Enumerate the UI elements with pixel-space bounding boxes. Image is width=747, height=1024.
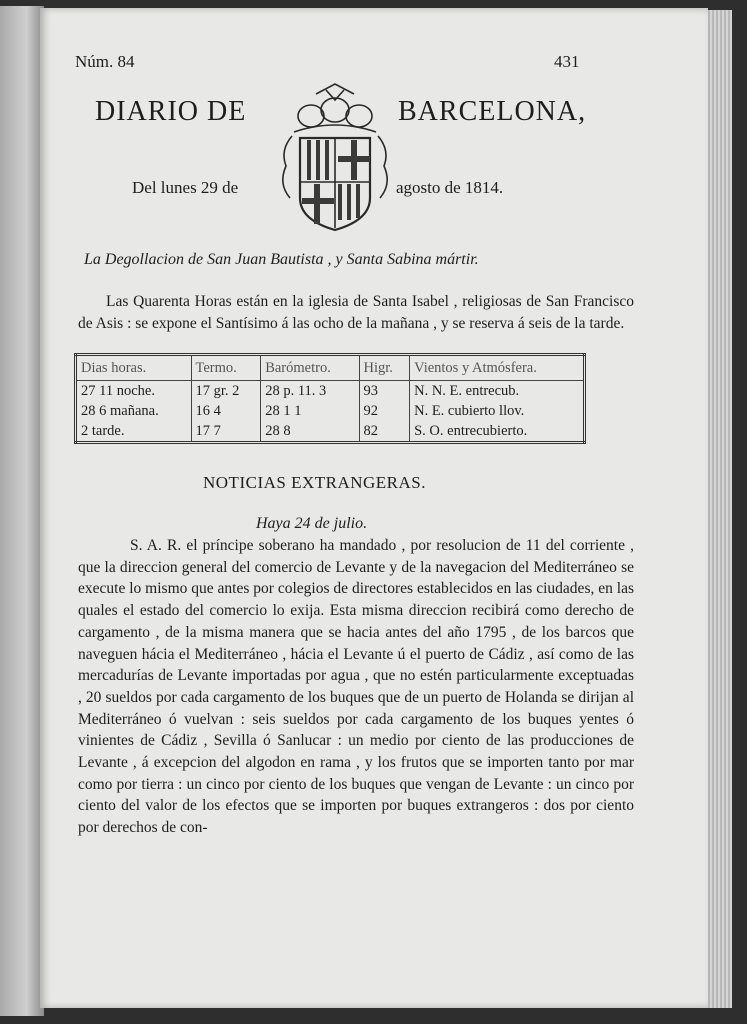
- masthead-title-right: BARCELONA,: [398, 96, 587, 127]
- cell-thermometer: 16 4: [191, 401, 261, 421]
- cell-thermometer: 17 gr. 2: [191, 381, 261, 402]
- cell-days-hours: 28 6 mañana.: [76, 401, 192, 421]
- table-row: [76, 421, 585, 443]
- barcelona-coat-of-arms-icon: [276, 80, 394, 240]
- masthead-title-left: DIARIO DE: [95, 96, 247, 127]
- header-winds: Vientos y Atmósfera.: [410, 355, 585, 381]
- header-barometer: Barómetro.: [261, 355, 359, 381]
- table-row: [76, 381, 585, 402]
- cell-days-hours: 27 11 noche.: [76, 381, 192, 402]
- header-hygrometer: Higr.: [359, 355, 410, 381]
- header-thermometer: Termo.: [191, 355, 261, 381]
- date-line-right: agosto de 1814.: [396, 178, 504, 197]
- forty-hours-notice: Las Quarenta Horas están en la iglesia de Santa Isabel , religiosas de San Francisco de Asis : se expone el Santísimo á las ocho de la mañana , y se reserva á seis de la tarde.: [78, 293, 634, 332]
- date-line-left: Del lunes 29 de: [132, 178, 239, 197]
- cell-barometer: 28 p. 11. 3: [261, 381, 359, 402]
- table-row: [76, 401, 585, 421]
- left-page-edge: [0, 6, 44, 1016]
- cell-winds: N. N. E. entrecub.: [410, 381, 585, 402]
- issue-number: Núm. 84: [75, 52, 135, 71]
- weather-table: [74, 353, 586, 444]
- cell-hygrometer: 93: [359, 381, 410, 402]
- saints-of-the-day: La Degollacion de San Juan Bautista , y Santa Sabina mártir.: [84, 251, 479, 268]
- cell-days-hours: 2 tarde.: [76, 421, 192, 443]
- header-days-hours: Dias horas.: [76, 355, 192, 381]
- article-dateline: Haya 24 de julio.: [256, 515, 368, 532]
- article-body: S. A. R. el príncipe soberano ha mandado , por resolucion de 11 del corriente , que la direccion general del comercio de Levante y de la navegacion del Mediterráneo se execute lo mismo que antes por colegios de directores establecidos en las ciudades, en las quales el estado del comercio lo exija. Esta misma direccion recibirá como derecho de cargamento , de la misma manera que se hacia antes del año 1795 , de los barcos que naveguen hácia el Mediterráneo , hácia el Levante ú el puerto de Cádiz , así como de las mercadurías de Levante importadas por agua , que no estén particularmente exceptuadas , 20 sueldos por cada cargamento de los buques que de un puerto de Holanda se dirijan al Mediterráneo ó vuelvan : seis sueldos por cada cargamento de los buques yentes ó vinientes de Cádiz , Sevilla ó Sanlucar : un medio por ciento de las producciones de Levante , á excepcion del algodon en rama , y los frutos que se importen tanto por mar como por tierra : un cinco por ciento de los buques que vengan de Levante : un cinco por ciento del valor de los efectos que se importen por buques extrangeros : dos por ciento por derechos de con-: [78, 537, 634, 837]
- weather-table-header-row: [76, 355, 585, 381]
- cell-winds: S. O. entrecubierto.: [410, 421, 585, 443]
- cell-winds: N. E. cubierto llov.: [410, 401, 585, 421]
- page-stack-edge: [706, 10, 732, 1008]
- newspaper-page: [40, 8, 708, 1008]
- cell-thermometer: 17 7: [191, 421, 261, 443]
- page-number: 431: [554, 52, 580, 71]
- cell-hygrometer: 82: [359, 421, 410, 443]
- cell-barometer: 28 8: [261, 421, 359, 443]
- cell-hygrometer: 92: [359, 401, 410, 421]
- section-title: NOTICIAS EXTRANGERAS.: [203, 473, 426, 492]
- cell-barometer: 28 1 1: [261, 401, 359, 421]
